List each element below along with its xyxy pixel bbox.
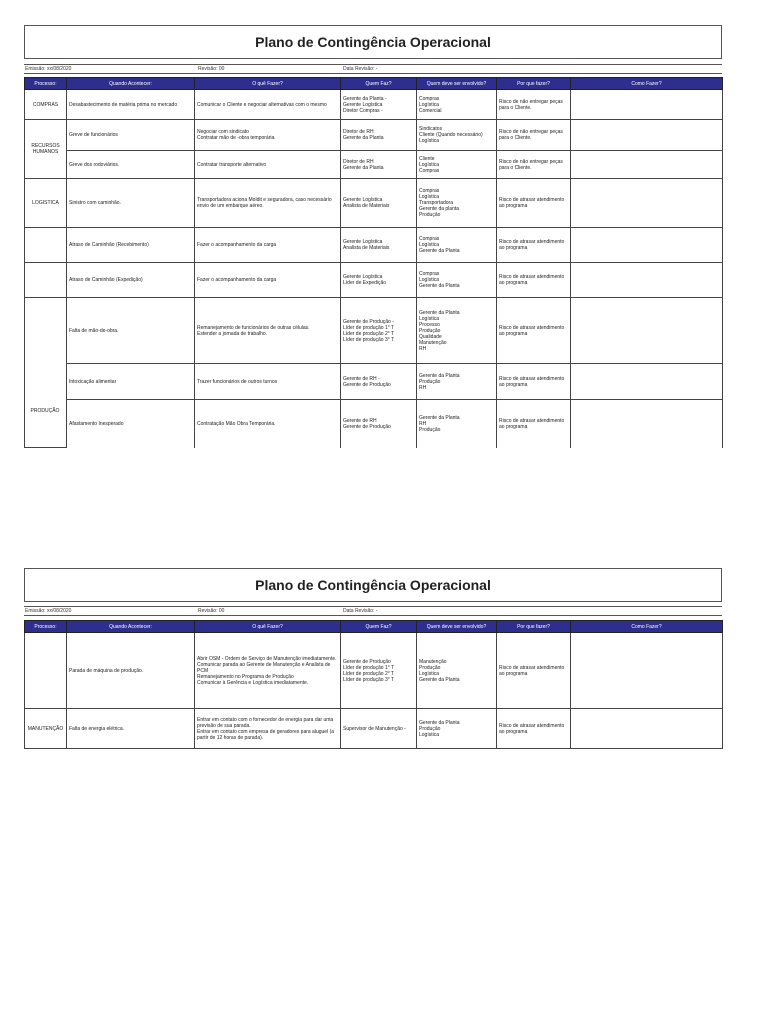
cell-quem: Gerente da Planta - Gerente Logística Diretor Compras - (341, 90, 417, 120)
cell-quando: Afastamento Inesperado (67, 400, 195, 448)
col-como: Como Fazer? (571, 78, 723, 90)
cell-porque: Risco de atrasar atendimento ao programa (497, 709, 571, 749)
col-porque: Por que fazer? (497, 621, 571, 633)
cell-envolvido: Compras Logística Gerente da Planta (417, 263, 497, 298)
plan-table (24, 620, 723, 749)
cell-quem: Gerente Logística Líder de Expedição (341, 263, 417, 298)
cell-quem: Supervisor de Manutenção - (341, 709, 417, 749)
data-revisao: Data Revisão: - (343, 66, 378, 72)
cell-oque: Negociar com sindicato Contratar mão de -obra temporária. (195, 120, 341, 151)
cell-quando: Falta de mão-de-obra. (67, 298, 195, 364)
cell-envolvido: Manutenção Produção Logística Gerente da Planta (417, 633, 497, 709)
table-row (25, 364, 723, 400)
cell-quem: Diretor de RH Gerente da Planta (341, 120, 417, 151)
cell-envolvido: Gerente da Planta Logística Processo Produção Qualidade Manutenção RH (417, 298, 497, 364)
header-row (25, 621, 723, 633)
emissao: Emissão: xx/08/2020 (25, 608, 72, 614)
cell-oque: Contratar transporte alternativo (195, 151, 341, 179)
cell-quem: Gerente Logística Analista de Materiais (341, 179, 417, 228)
cell-quando: Desabastecimento de matéria prima no mercado (67, 90, 195, 120)
col-oque: O quê Fazer? (195, 621, 341, 633)
cell-processo (25, 633, 67, 709)
cell-porque: Risco de atrasar atendimento ao programa (497, 228, 571, 263)
cell-porque: Risco de atrasar atendimento ao programa (497, 633, 571, 709)
cell-oque: Contratação Mão Obra Temporária. (195, 400, 341, 448)
col-quem: Quem Faz? (341, 621, 417, 633)
cell-envolvido: Compras Logística Transportadora Gerente da planta Produção (417, 179, 497, 228)
col-envolvido: Quem deve ser envolvido? (417, 621, 497, 633)
cell-como (571, 228, 723, 263)
cell-processo (25, 298, 67, 448)
cell-quando: Falta de energia elétrica. (67, 709, 195, 749)
table-row (25, 228, 723, 263)
col-processo: Processo: (25, 621, 67, 633)
cell-porque: Risco de atrasar atendimento ao programa (497, 364, 571, 400)
cell-porque: Risco de não entregar peças para o Cliente. (497, 120, 571, 151)
cell-como (571, 151, 723, 179)
cell-oque: Trazer funcionários de outros turnos (195, 364, 341, 400)
table-row (25, 298, 723, 364)
table-row (25, 151, 723, 179)
col-quem: Quem Faz? (341, 78, 417, 90)
meta-row (24, 64, 722, 74)
cell-quando: Atraso de Caminhão (Recebimento) (67, 228, 195, 263)
cell-porque: Risco de atrasar atendimento ao programa (497, 400, 571, 448)
emissao: Emissão: xx/08/2020 (25, 66, 72, 72)
header-row (25, 78, 723, 90)
cell-quem: Gerente de Produção - Líder de produção 1° T Líder de produção 2° T Líder de produção 3° T (341, 298, 417, 364)
table-row (25, 179, 723, 228)
cell-quem: Gerente de Produção Líder de produção 1° T Líder de produção 2° T Líder de produção 3° T (341, 633, 417, 709)
cell-quando: Parada de máquina de produção. (67, 633, 195, 709)
cell-oque: Fazer o acompanhamento da carga (195, 228, 341, 263)
cell-processo (25, 263, 67, 298)
producao-label: PRODUÇÃO (30, 408, 60, 414)
cell-quem: Diretor de RH Gerente da Planta (341, 151, 417, 179)
col-oque: O quê Fazer? (195, 78, 341, 90)
page-title: Plano de Contingência Operacional (24, 568, 722, 602)
cell-quando: Atraso de Caminhão (Expedição) (67, 263, 195, 298)
revisao: Revisão: 00 (198, 608, 225, 614)
cell-como (571, 633, 723, 709)
revisao: Revisão: 00 (198, 66, 225, 72)
cell-porque: Risco de não entregar peças para o Cliente. (497, 151, 571, 179)
cell-oque: Comunicar o Cliente e negociar alternativas com o mesmo (195, 90, 341, 120)
cell-como (571, 400, 723, 448)
col-quando: Quando Acontecer: (67, 78, 195, 90)
cell-como (571, 298, 723, 364)
cell-envolvido: Sindicatos Cliente (Quando necessário) Logística (417, 120, 497, 151)
cell-processo: RECURSOS HUMANOS (25, 120, 67, 179)
cell-quando: Intoxicação alimentar (67, 364, 195, 400)
cell-como (571, 709, 723, 749)
cell-processo: MANUTENÇÃO (25, 709, 67, 749)
cell-envolvido: Gerente da Planta Produção Logística (417, 709, 497, 749)
cell-porque: Risco de atrasar atendimento ao programa (497, 179, 571, 228)
cell-porque: Risco de não entregar peças para o Cliente. (497, 90, 571, 120)
cell-processo: COMPRAS (25, 90, 67, 120)
cell-oque: Transportadora aciona Moldit e seguradora, caso necessário envio de um embarque aéreo. (195, 179, 341, 228)
col-porque: Por que fazer? (497, 78, 571, 90)
cell-envolvido: Compras Logística Gerente da Planta (417, 228, 497, 263)
data-revisao: Data Revisão: - (343, 608, 378, 614)
plan-table (24, 77, 723, 448)
table-row (25, 400, 723, 448)
col-como: Como Fazer? (571, 621, 723, 633)
table-row (25, 709, 723, 749)
col-processo: Processo: (25, 78, 67, 90)
cell-como (571, 263, 723, 298)
col-quando: Quando Acontecer: (67, 621, 195, 633)
cell-processo: LOGISTICA (25, 179, 67, 228)
col-envolvido: Quem deve ser envolvido? (417, 78, 497, 90)
cell-oque: Abrir OSM - Ordem de Serviço de Manutenção imediatamente. Comunicar parada ao Gerente de Manutenção e Analista de PCM Remanejamento no Programa de Produção Comunicar à Gerência e Logística imediatamente. (195, 633, 341, 709)
cell-oque: Entrar em contato com o fornecedor de energia para dar uma previsão de sua parada. Entrar em contato com empresa de geradores para aluguel (a partir de 12 horas de parada). (195, 709, 341, 749)
cell-envolvido: Gerente da Planta RH Produção (417, 400, 497, 448)
cell-quem: Gerente Logística Analista de Materiais (341, 228, 417, 263)
page-title: Plano de Contingência Operacional (24, 25, 722, 59)
table-row (25, 120, 723, 151)
table-row (25, 90, 723, 120)
cell-quem: Gerente de RH - Gerente de Produção (341, 364, 417, 400)
table-row (25, 263, 723, 298)
cell-como (571, 120, 723, 151)
cell-como (571, 90, 723, 120)
table-row (25, 633, 723, 709)
cell-envolvido: Gerente da Planta Produção RH (417, 364, 497, 400)
cell-porque: Risco de atrasar atendimento ao programa (497, 263, 571, 298)
meta-row (24, 606, 722, 616)
cell-quando: Greve de funcionários (67, 120, 195, 151)
cell-oque: Fazer o acompanhamento da carga (195, 263, 341, 298)
cell-envolvido: Cliente Logística Compras (417, 151, 497, 179)
cell-quando: Sinistro com caminhão. (67, 179, 195, 228)
cell-como (571, 179, 723, 228)
cell-quando: Greve dos rodoviários. (67, 151, 195, 179)
cell-como (571, 364, 723, 400)
cell-processo (25, 228, 67, 263)
cell-envolvido: Compras Logística Comercial (417, 90, 497, 120)
cell-quem: Gerente de RH Gerente de Produção (341, 400, 417, 448)
cell-porque: Risco de atrasar atendimento ao programa (497, 298, 571, 364)
cell-oque: Remanejamento de funcionários de outras células. Estender a jornada de trabalho. (195, 298, 341, 364)
